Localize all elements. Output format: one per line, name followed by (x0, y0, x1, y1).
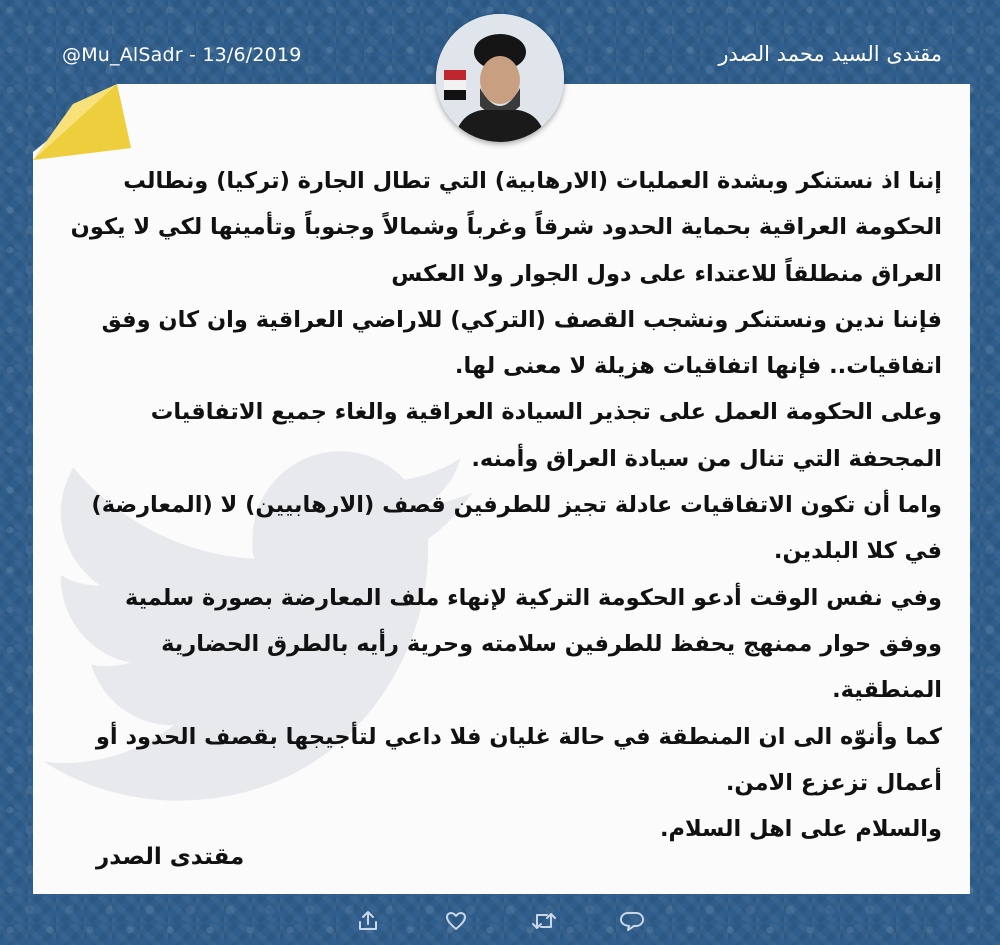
tweet-body (60, 158, 942, 852)
heart-icon (444, 909, 468, 933)
paragraph: وعلى الحكومة العمل على تجذير السيادة العراقية والغاء جميع الاتفاقيات المجحفة التي تنال من سيادة العراق وأمنه. (150, 399, 942, 472)
share-icon (356, 909, 380, 933)
signature: مقتدى الصدر (96, 844, 245, 870)
paragraph: وفي نفس الوقت أدعو الحكومة التركية لإنهاء ملف المعارضة بصورة سلمية ووفق حوار ممنهج يحفظ للطرفين سلامته وحرية رأيه بالطرق الحضارية المنطقية. (124, 584, 942, 704)
like-button[interactable] (443, 908, 469, 934)
paragraph: والسلام على اهل السلام. (659, 816, 942, 843)
retweet-button[interactable] (531, 908, 557, 934)
paragraph: كما وأنوّه الى ان المنطقة في حالة غليان فلا داعي لتأجيجها بقصف الحدود أو أعمال تزعزع الامن. (95, 723, 942, 796)
author-name[interactable]: مقتدى السيد محمد الصدر (718, 42, 942, 66)
avatar[interactable] (436, 14, 564, 142)
reply-icon (619, 909, 645, 933)
user-handle-date[interactable]: @Mu_AlSadr - 13/6/2019 (62, 44, 302, 66)
paragraph: إننا اذ نستنكر وبشدة العمليات (الارهابية) التي تطال الجارة (تركيا) ونطالب الحكومة العراقية بحماية الحدود شرقاً وغرباً وشمالاً وجنوباً وتأمينها لكي لا يكون العراق منطلقاً للاعتداء على دول الجوار ولا العكس (70, 168, 942, 287)
avatar-portrait (436, 14, 564, 142)
reply-button[interactable] (619, 908, 645, 934)
retweet-icon (531, 909, 557, 933)
paragraph: واما أن تكون الاتفاقيات عادلة تجيز للطرفين قصف (الارهابيين) لا (المعارضة) في كلا البلدين. (91, 492, 942, 565)
share-button[interactable] (355, 908, 381, 934)
tweet-actions (0, 900, 1000, 945)
paragraph: فإننا ندين ونستنكر ونشجب القصف (التركي) للاراضي العراقية وان كان وفق اتفاقيات.. فإنها اتفاقيات هزيلة لا معنى لها. (101, 306, 942, 380)
